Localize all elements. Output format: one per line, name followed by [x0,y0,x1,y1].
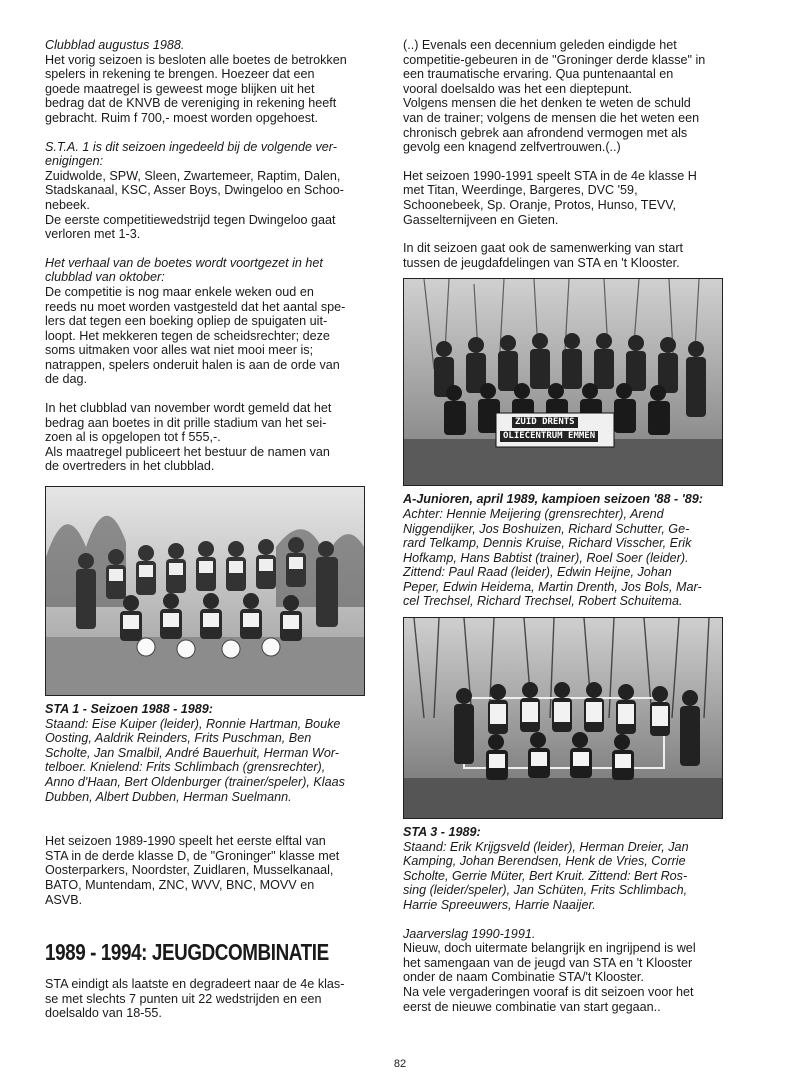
text-line: eerst de nieuwe combinatie van start gegaan.. [403,999,661,1014]
text-line: chronisch gebrek aan afrondend vermogen met als [403,125,688,140]
text-line: reeds nu moet worden vastgesteld dat het aantal spe- [45,299,346,314]
text-line: doelsaldo van 18-55. [45,1006,162,1021]
text-line: goede maatregel is geweest moge blijken uit het [45,81,315,96]
text-line: bedrag dat de KNVB de vereniging in rekening heeft [45,96,337,111]
caption-line: Staand: Erik Krijgsveld (leider), Herman Dreier, Jan [403,839,689,854]
text-line: loopt. Het mekkeren tegen de scheidsrechter; deze [45,328,330,343]
caption-line: telboer. Knielend: Frits Schlimbach (grensrechter), [45,760,326,775]
text-line: natrappen, spelers onderuit halen is aan de orde van [45,357,340,372]
caption-line: rard Telkamp, Dennis Kruise, Richard Visscher, Erik [403,536,692,551]
text-line: STA in de derde klasse D, de "Groninger" klasse met [45,848,340,863]
text-line: met Titan, Weerdinge, Bargeres, DVC '59, [403,183,638,198]
text-line: een traumatische ervaring. Qua puntenaantal en [403,67,674,82]
caption-title: STA 1 - Seizoen 1988 - 1989: [45,702,213,717]
team-photo-sta3 [403,617,723,819]
block-heading: enigingen: [45,154,104,169]
text-line: Volgens mensen die het denken te weten de schuld [403,96,691,111]
text-line: tussen de jeugdafdelingen van STA en 't Klooster. [403,255,680,270]
text-line: Nieuw, doch uitermate belangrijk en ingrijpend is wel [403,941,696,956]
text-block-clubblad-augustus [45,38,367,126]
caption-line: Oosting, Aaldrik Reinders, Frits Puschman, Ben [45,731,312,746]
photo-caption-sta1 [45,702,367,804]
text-line: Het seizoen 1990-1991 speelt STA in de 4e klasse H [403,168,697,183]
caption-line: Kamping, Johan Berendsen, Henk de Vries, Corrie [403,854,686,869]
text-line: gebracht. Ruim f 700,- moest worden opgehoest. [45,110,319,125]
text-block-samenwerking [403,241,725,270]
text-line: vooral doelsaldo was het een dieptepunt. [403,81,632,96]
text-block-seizoen-1989 [45,834,367,907]
text-line: se met slechts 7 punten uit 22 wedstrijden en een [45,991,322,1006]
text-line: STA eindigt als laatste en degradeert naar de 4e klas- [45,977,345,992]
text-block-degradatie [45,977,367,1021]
block-heading: Het verhaal van de boetes wordt voortgezet in het [45,255,323,270]
caption-line: Scholte, Gerrie Müter, Bert Kruit. Zittend: Bert Ros- [403,868,688,883]
text-line: competitie-gebeuren in de "Groninger derde klasse" in [403,52,706,67]
caption-line: Staand: Eise Kuiper (leider), Ronnie Hartman, Bouke [45,716,341,731]
caption-line: Scholte, Jan Smalbil, André Bauerhuit, Herman Wor- [45,745,339,760]
text-block-seizoen-1990 [403,169,725,227]
text-line: spelers in rekening te brengen. Hoezeer dat een [45,67,315,82]
text-block-boetes-november [45,401,367,474]
block-heading: Clubblad augustus 1988. [45,38,185,52]
text-line: verloren met 1-3. [45,227,141,242]
text-line: Gasselternijveen en Gieten. [403,212,559,227]
banner-text-bottom: OLIECENTRUM EMMEN [500,431,598,442]
text-line: Het vorig seizoen is besloten alle boetes de betrokken [45,52,347,67]
text-line: Schoonebeek, Sp. Oranje, Protos, Hunso, TEVV, [403,197,677,212]
left-column [45,38,367,1035]
text-line: nebeek. [45,197,90,212]
text-line: In het clubblad van november wordt gemeld dat het [45,401,332,416]
block-heading: clubblad van oktober: [45,270,165,285]
caption-line: Niggendijker, Jos Boshuizen, Richard Schutter, Ge- [403,521,690,536]
text-line: (..) Evenals een decennium geleden eindigde het [403,38,677,52]
text-block-decennium [403,38,725,155]
photo-caption-sta3 [403,825,725,913]
text-line: het samengaan van de jeugd van STA en 't Klooster [403,955,693,970]
block-heading: Jaarverslag 1990-1991. [403,926,536,941]
caption-title: A-Junioren, april 1989, kampioen seizoen '88 - '89: [403,492,703,507]
text-block-jaarverslag [403,927,725,1015]
banner-text-top: ZUID DRENTS [512,417,578,428]
caption-line: Anno d'Haan, Bert Oldenburger (trainer/speler), Klaas [45,775,345,789]
caption-line: Dubben, Albert Dubben, Herman Suelmann. [45,789,292,804]
caption-line: Harrie Spreeuwers, Harrie Naaijer. [403,898,596,913]
caption-line: Peper, Edwin Heidema, Martin Drenth, Jos Bols, Mar- [403,579,702,594]
text-line: soms uitmaken voor alles wat niet mooi meer is; [45,343,314,358]
text-line: Het seizoen 1989-1990 speelt het eerste elftal van [45,834,326,849]
caption-line: cel Trechsel, Richard Trechsel, Robert Schuitema. [403,594,683,609]
text-line: de overtreders in het clubblad. [45,459,215,474]
caption-line: Zittend: Paul Raad (leider), Edwin Heijne, Johan [403,565,672,580]
caption-line: Hofkamp, Hans Babtist (trainer), Roel Soer (leider). [403,550,689,565]
text-block-boetes-oktober [45,256,367,387]
text-line: In dit seizoen gaat ook de samenwerking van start [403,241,684,256]
section-heading: 1989 - 1994: JEUGDCOMBINATIE [45,939,329,966]
text-line: Stadskanaal, KSC, Asser Boys, Dwingeloo en Schoo- [45,183,344,198]
text-line: BATO, Muntendam, ZNC, WVV, BNC, MOVV en [45,877,315,892]
caption-line: Achter: Hennie Meijering (grensrechter), Arend [403,506,664,521]
text-line: bedrag aan boetes in dit prille stadium van het sei- [45,415,327,430]
text-line: Oosterparkers, Noordster, Zuidlaren, Musselkanaal, [45,863,334,878]
text-line: Zuidwolde, SPW, Sleen, Zwartemeer, Raptim, Dalen, [45,168,341,183]
text-block-indeling [45,140,367,242]
text-line: Na vele vergaderingen vooraf is dit seizoen voor het [403,985,694,999]
text-line: De eerste competitiewedstrijd tegen Dwingeloo gaat [45,212,336,227]
text-line: De competitie is nog maar enkele weken oud en [45,284,314,299]
page-number: 82 [393,1058,407,1070]
text-line: Als maatregel publiceert het bestuur de namen van [45,444,330,459]
caption-title: STA 3 - 1989: [403,825,481,840]
block-heading: S.T.A. 1 is dit seizoen ingedeeld bij de volgende ver- [45,139,337,154]
team-photo-sta1 [45,486,365,696]
team-photo-a-junioren [403,278,723,486]
text-line: van de trainer; volgens de mensen die het weten een [403,110,700,125]
right-column [403,38,725,1028]
text-line: lers dat tegen een boeking opliep de spuigaten uit- [45,314,328,329]
photo-caption-a-junioren [403,492,725,609]
text-line: ASVB. [45,892,83,907]
caption-line: sing (leider/speler), Jan Schüten, Frits Schlimbach, [403,883,688,898]
text-line: zoen al is opgelopen tot f 555,-. [45,430,221,445]
text-line: de dag. [45,372,88,387]
text-line: gevolg een knagend zelfvertrouwen.(..) [403,140,621,155]
text-line: onder de naam Combinatie STA/'t Klooster. [403,970,644,985]
